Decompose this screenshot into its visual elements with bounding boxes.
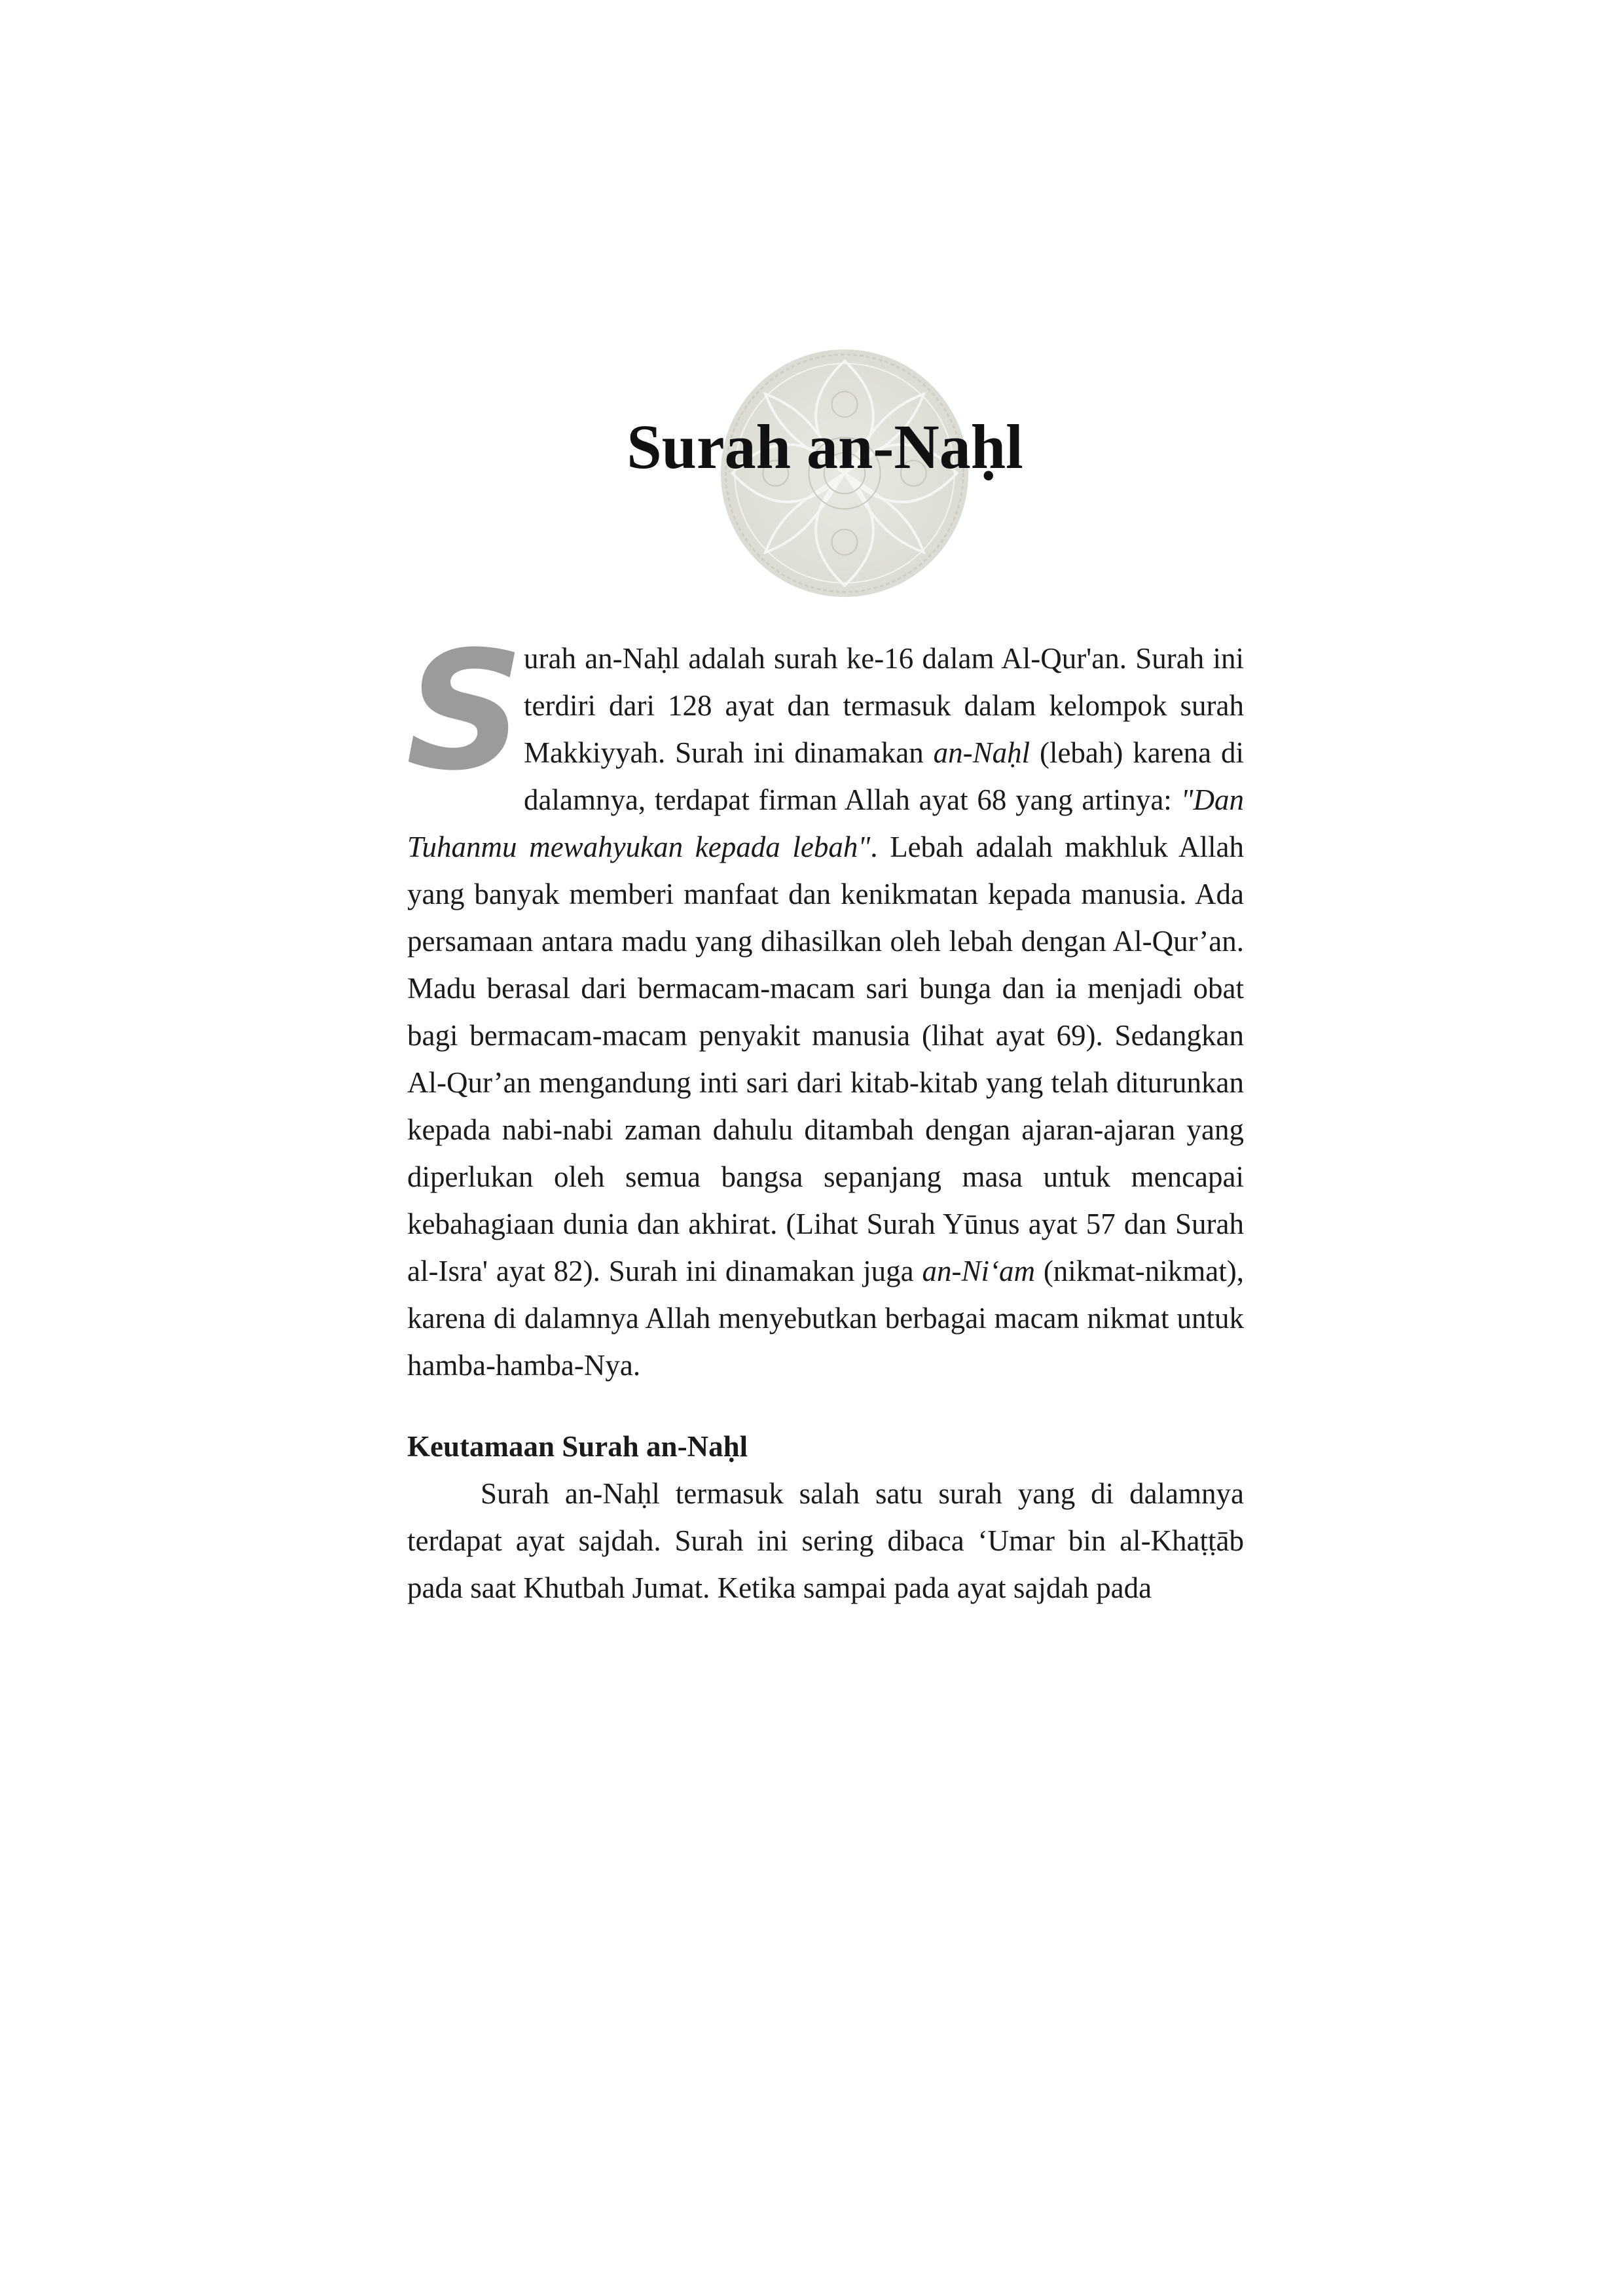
body-text [406,616,1245,1611]
drop-cap: S [406,616,524,806]
section-paragraph: Surah an-Naḥl termasuk salah satu surah yang di dalamnya terdapat ayat sajdah. Surah ini sering dibaca ‘Umar bin al-Khaṭṭāb pada saat Khutbah Jumat. Ketika sampai pada ayat sajdah pada [407,1477,1244,1604]
intro-emphasis-1: an-Naḥl [933,736,1030,769]
intro-text-2: (lebah) karena di dalamnya, terdapat firman Allah ayat 68 yang artinya: [524,736,1244,816]
intro-text-4: (nikmat-nikmat), karena di dalamnya Allah menyebutkan berbagai macam nikmat untuk hamba-hamba-Nya. [407,1255,1244,1382]
section-heading: Keutamaan Surah an-Naḥl [407,1430,748,1463]
intro-text-3: . Lebah adalah makhluk Allah yang banyak memberi manfaat dan kenikmatan kepada manusia. Ada persamaan antara madu yang dihasilkan oleh lebah dengan Al-Qur’an. Madu berasal dari bermacam-macam sari bunga dan ia menjadi obat bagi bermacam-macam penyakit manusia (lihat ayat 69). Sedangkan Al-Qur’an mengandung inti sari dari kitab-kitab yang telah diturunkan kepada nabi-nabi zaman dahulu ditambah dengan ajaran-ajaran yang diperlukan oleh semua bangsa sepanjang masa untuk mencapai kebahagiaan dunia dan akhirat. (Lihat Surah Yūnus ayat 57 dan Surah al-Isra' ayat 82). Surah ini dinamakan juga [407,831,1245,1287]
intro-paragraph [406,616,1245,1389]
page-title: Surah an-Naḥl [627,412,1023,482]
intro-text-1: urah an-Naḥl adalah surah ke-16 dalam Al-Qur'an. Surah ini terdiri dari 128 ayat dan termasuk dalam kelompok surah Makkiyyah. Surah ini dinamakan [524,642,1244,769]
intro-quote: "Dan Tuhanmu mewahyukan kepada lebah" [407,783,1244,863]
intro-emphasis-2: an-Ni‘am [922,1255,1035,1287]
